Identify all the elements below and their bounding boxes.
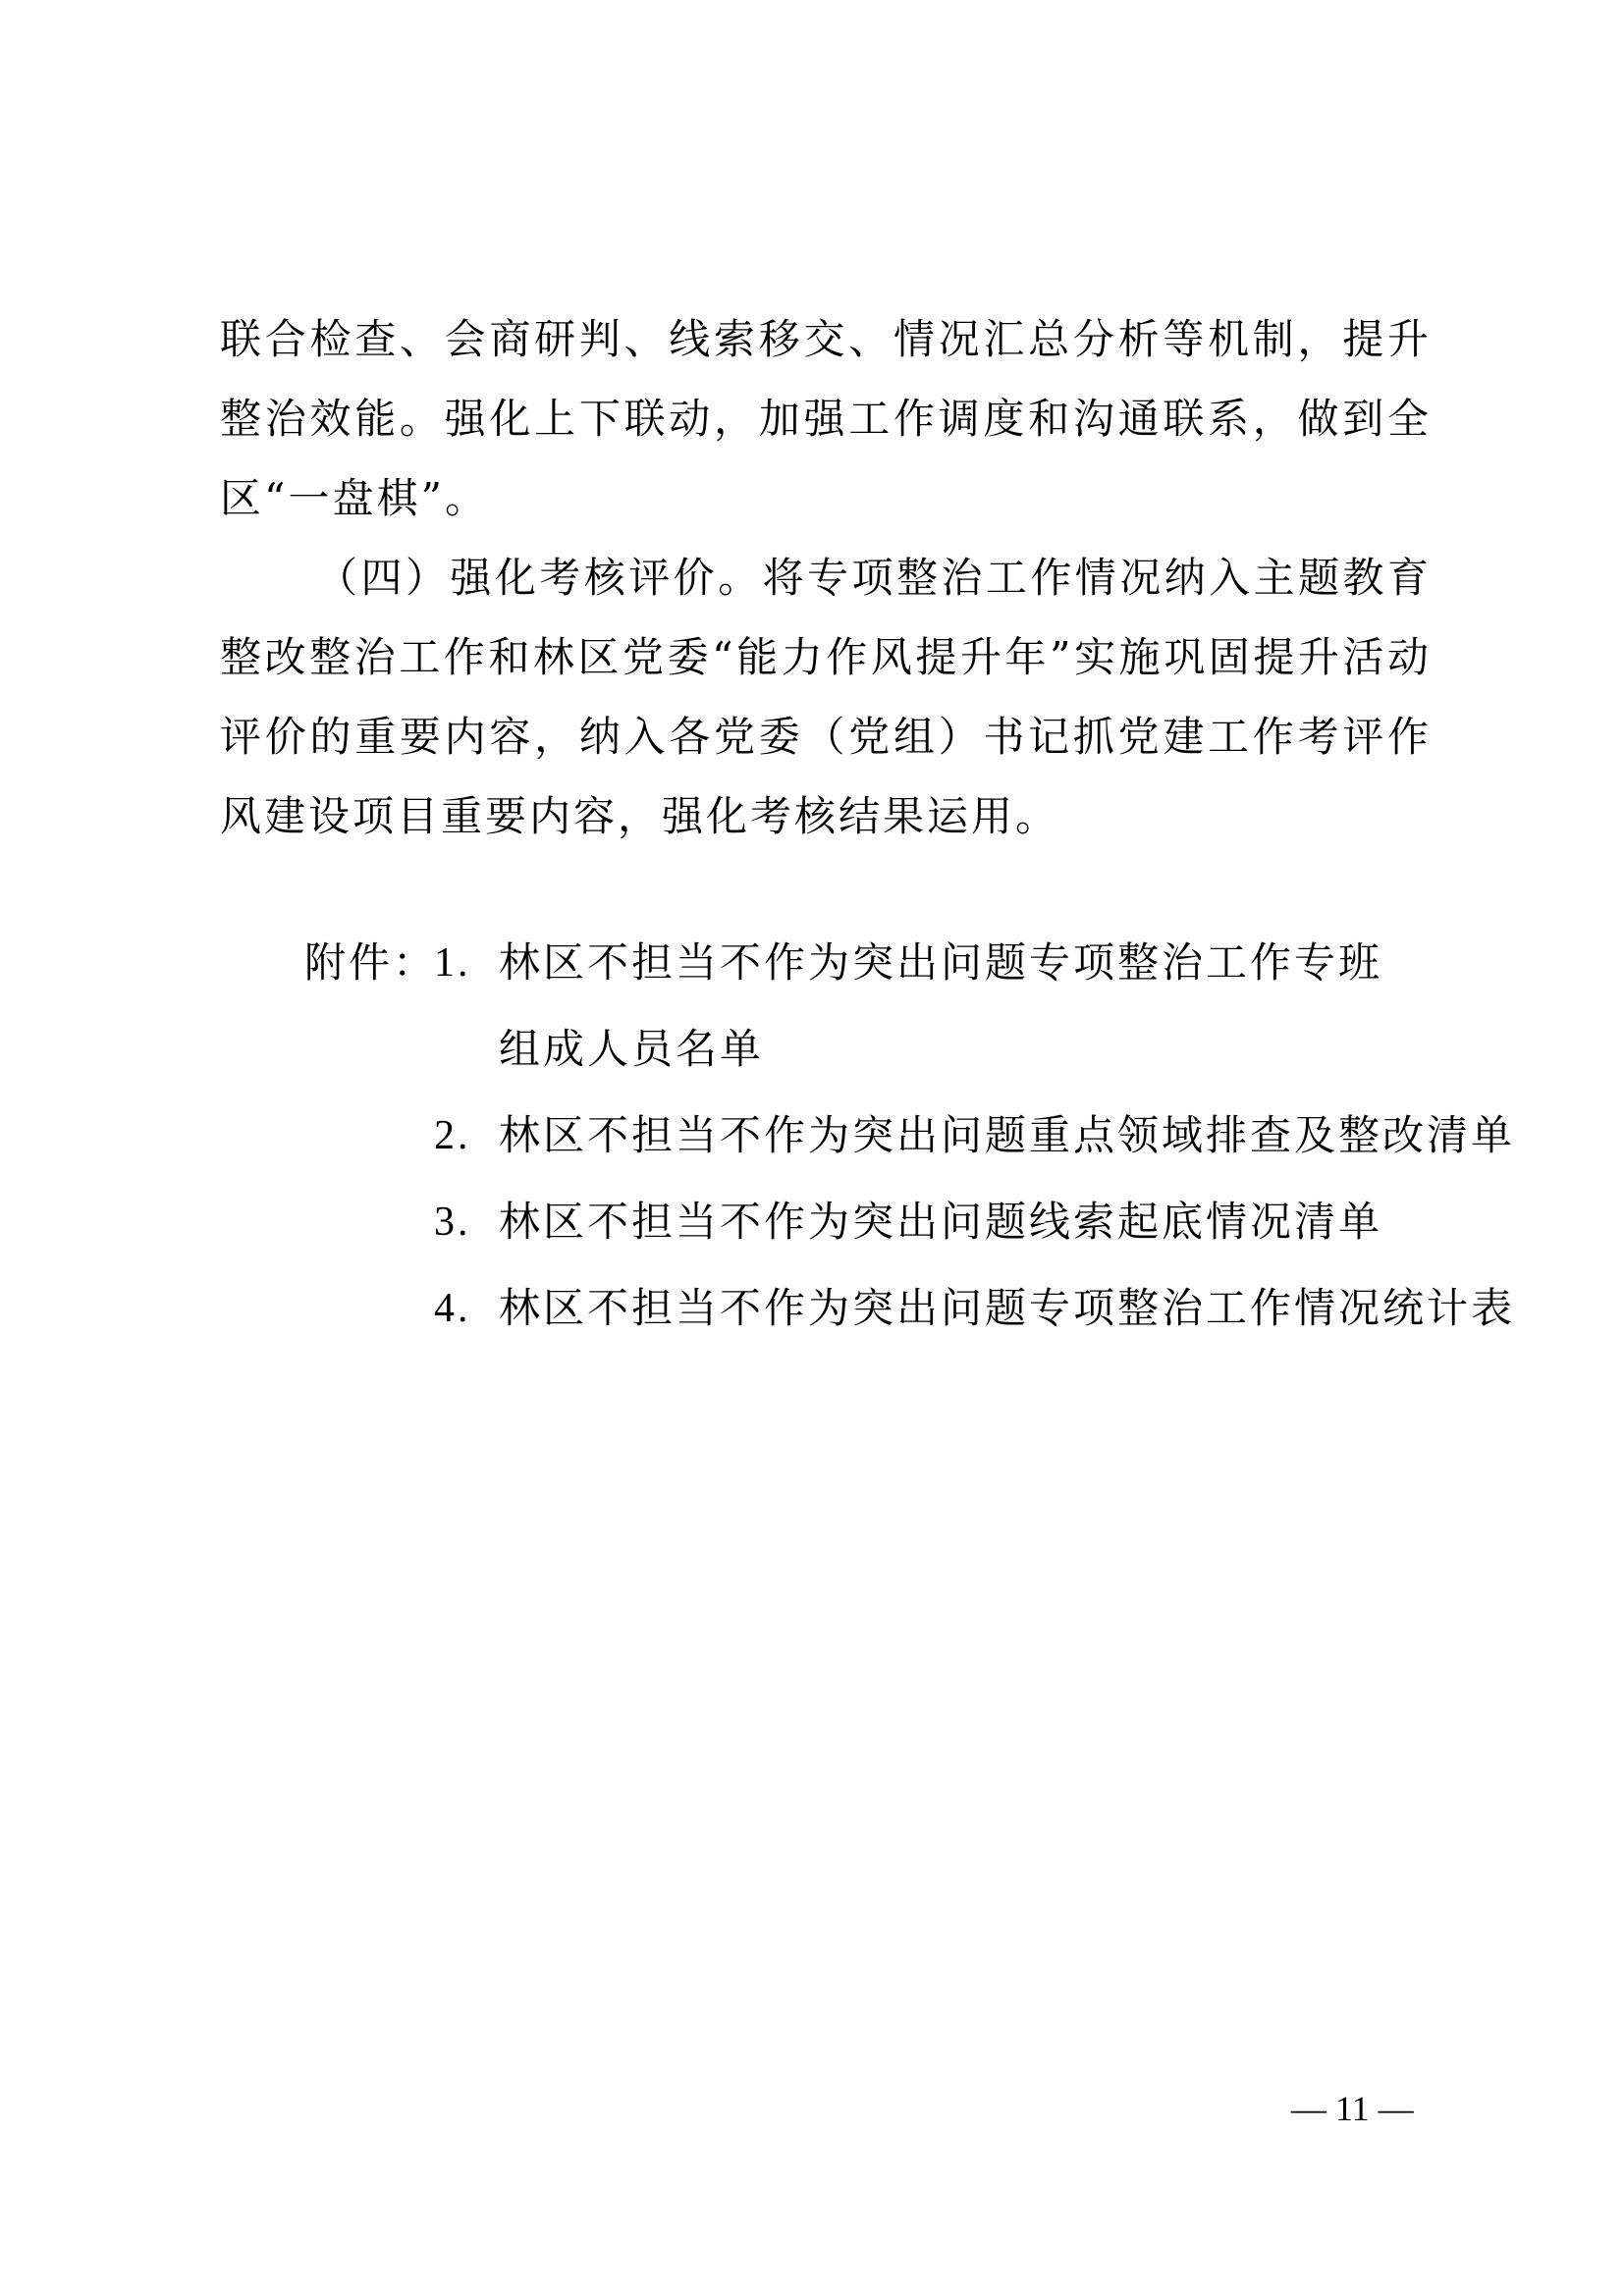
attachment-title: 林区不担当不作为突出问题线索起底情况清单 bbox=[499, 1198, 1383, 1246]
attachment-item-2 bbox=[304, 1093, 1516, 1179]
paragraph-assessment: （四）强化考核评价。将专项整治工作情况纳入主题教育整改整治工作和林区党委“能力作风提升年”实施巩固提升活动评价的重要内容，纳入各党委（党组）书记抓党建工作考评作风建设项目重要内容，强化考核结果运用。 bbox=[220, 554, 1432, 840]
attachment-title: 林区不担当不作为突出问题专项整治工作专班 bbox=[499, 938, 1383, 987]
attachments-label: 附件： bbox=[304, 938, 438, 987]
attachment-item-1 bbox=[304, 920, 1434, 1006]
attachment-title: 林区不担当不作为突出问题重点领域排查及整改清单 bbox=[499, 1111, 1516, 1159]
attachment-item-4 bbox=[304, 1265, 1516, 1352]
attachment-item-1-continued bbox=[304, 1006, 1434, 1093]
body-text bbox=[220, 299, 1432, 856]
attachment-number: 1. bbox=[434, 940, 471, 986]
attachment-title-continued: 组成人员名单 bbox=[499, 1025, 765, 1073]
attachment-title: 林区不担当不作为突出问题专项整治工作情况统计表 bbox=[499, 1284, 1516, 1332]
attachment-number: 4. bbox=[434, 1286, 471, 1331]
paragraph-continuation: 联合检查、会商研判、线索移交、情况汇总分析等机制，提升整治效能。强化上下联动，加强工作调度和沟通联系，做到全区“一盘棋”。 bbox=[220, 315, 1432, 522]
page-number: — 11 — bbox=[1291, 2089, 1414, 2128]
attachment-item-3 bbox=[304, 1179, 1434, 1265]
attachment-number: 2. bbox=[434, 1113, 471, 1158]
attachments-list bbox=[304, 920, 1516, 1352]
attachment-number: 3. bbox=[434, 1200, 471, 1245]
